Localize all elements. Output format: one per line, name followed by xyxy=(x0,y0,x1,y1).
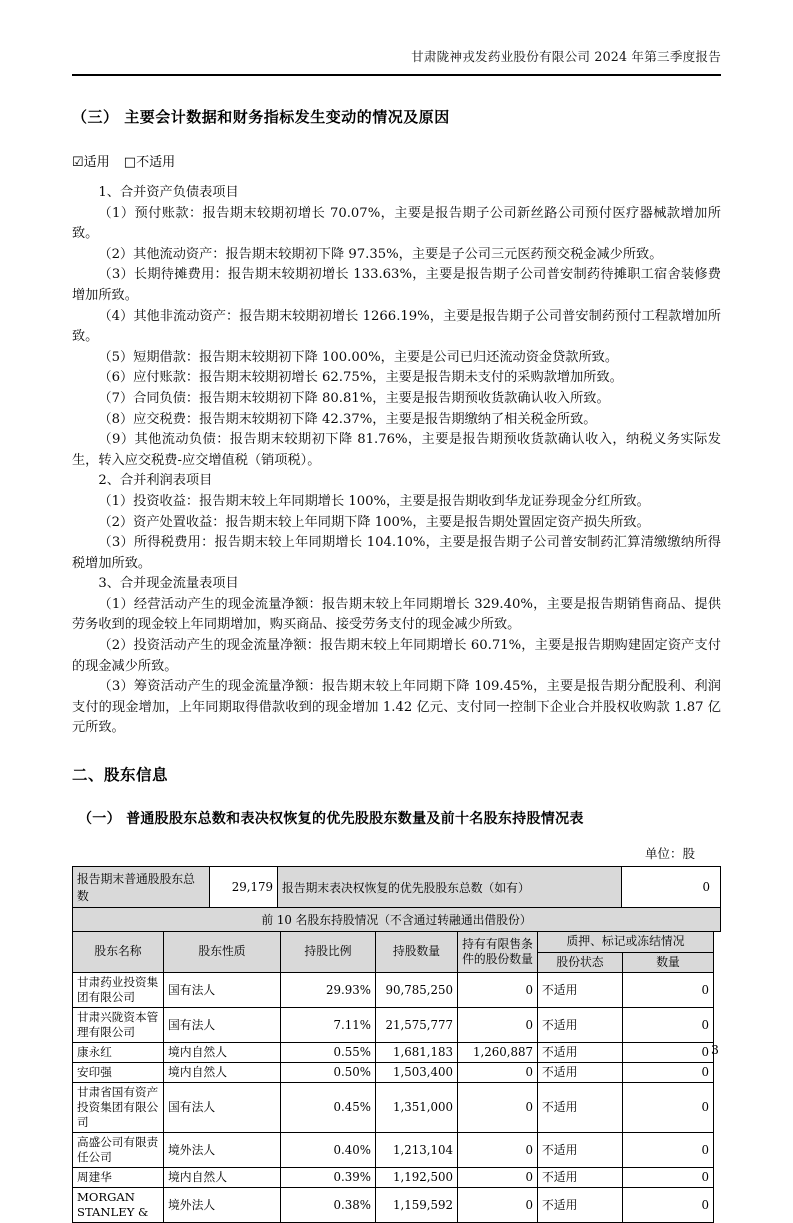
paragraph: （3）所得税费用：报告期末较上年同期增长 104.10%，主要是报告期子公司普安制药汇算清缴缴纳所得税增加所致。 xyxy=(72,535,721,571)
col-header-shares: 持股数量 xyxy=(376,932,458,973)
shareholder-name: 甘肃省国有资产投资集团有限公司 xyxy=(73,1083,164,1133)
shareholder-nature: 境外法人 xyxy=(164,1188,281,1223)
shareholder-name: 高盛公司有限责任公司 xyxy=(73,1133,164,1168)
paragraph: （2）其他流动资产：报告期末较期初下降 97.35%，主要是子公司三元医药预交税金减少所致。 xyxy=(98,246,663,262)
restricted-shares: 0 xyxy=(458,1133,538,1168)
shareholder-nature: 境外法人 xyxy=(164,1133,281,1168)
preferred-shareholder-count-label: 报告期末表决权恢复的优先股股东总数（如有） xyxy=(278,867,622,907)
holding-shares: 1,159,592 xyxy=(376,1188,458,1223)
restricted-shares: 0 xyxy=(458,1188,538,1223)
changes-paragraphs xyxy=(72,183,721,739)
shareholder-nature: 境内自然人 xyxy=(164,1063,281,1083)
table-row xyxy=(73,1063,714,1083)
top10-group-header: 前 10 名股东持股情况（不含通过转融通出借股份） xyxy=(72,908,721,932)
pledge-qty: 0 xyxy=(623,1168,714,1188)
pledge-status: 不适用 xyxy=(538,1008,623,1043)
shareholder-name: 康永红 xyxy=(73,1043,164,1063)
paragraph: 3、合并现金流量表项目 xyxy=(98,576,239,592)
restricted-shares: 0 xyxy=(458,1008,538,1043)
pledge-status: 不适用 xyxy=(538,1168,623,1188)
pledge-qty: 0 xyxy=(623,1063,714,1083)
paragraph: （3）筹资活动产生的现金流量净额：报告期末较上年同期下降 109.45%，主要是报告期分配股利、利润支付的现金增加，上年同期取得借款收到的现金增加 1.42 亿元、支付同一控制下企业合并股权收购款 1.87 亿元所致。 xyxy=(72,679,721,736)
table-row xyxy=(73,1043,714,1063)
col-header-restricted: 持有有限售条件的股份数量 xyxy=(458,932,538,973)
page-number: 3 xyxy=(711,1042,719,1057)
pledge-qty: 0 xyxy=(623,1083,714,1133)
pledge-qty: 0 xyxy=(623,973,714,1008)
holding-ratio: 0.50% xyxy=(281,1063,376,1083)
paragraph: （6）应付账款：报告期末较期初增长 62.75%，主要是报告期未支付的采购款增加所致。 xyxy=(98,370,623,386)
paragraph: （3）长期待摊费用：报告期末较期初增长 133.63%，主要是报告期子公司普安制药待摊职工宿舍装修费增加所致。 xyxy=(72,267,721,303)
table-row xyxy=(73,1188,714,1223)
shareholder-name: MORGAN STANLEY & xyxy=(73,1188,164,1223)
paragraph: （9）其他流动负债：报告期末较期初下降 81.76%，主要是报告期预收货款确认收入，纳税义务实际发生，转入应交税费-应交增值税（销项税）。 xyxy=(72,432,721,468)
summary-row xyxy=(72,866,721,908)
pledge-qty: 0 xyxy=(623,1043,714,1063)
pledge-status: 不适用 xyxy=(538,1188,623,1223)
section-heading-shareholders: 二、股东信息 xyxy=(72,765,169,785)
holding-shares: 21,575,777 xyxy=(376,1008,458,1043)
shareholder-name: 周建华 xyxy=(73,1168,164,1188)
unit-label: 单位：股 xyxy=(644,846,695,862)
paragraph: 1、合并资产负债表项目 xyxy=(98,185,239,200)
paragraph: （1）投资收益：报告期末较上年同期增长 100%，主要是报告期收到华龙证券现金分红所致。 xyxy=(98,493,650,509)
paragraph: （1）经营活动产生的现金流量净额：报告期末较上年同期增长 329.40%，主要是报告期销售商品、提供劳务收到的现金较上年同期增加，购买商品、接受劳务支付的现金减少所致。 xyxy=(72,596,721,633)
paragraph: 2、合并利润表项目 xyxy=(98,473,213,489)
col-header-ratio: 持股比例 xyxy=(281,932,376,973)
shareholder-nature: 国有法人 xyxy=(164,1083,281,1133)
table-row xyxy=(73,1133,714,1168)
shareholder-name: 安印强 xyxy=(73,1063,164,1083)
common-shareholder-count-label: 报告期末普通股股东总数 xyxy=(73,867,210,907)
holding-ratio: 29.93% xyxy=(281,973,376,1008)
shareholder-name: 甘肃药业投资集团有限公司 xyxy=(73,973,164,1008)
shareholder-nature: 国有法人 xyxy=(164,1008,281,1043)
holding-shares: 1,503,400 xyxy=(376,1063,458,1083)
header-rule xyxy=(72,74,721,76)
pledge-status: 不适用 xyxy=(538,1083,623,1133)
restricted-shares: 1,260,887 xyxy=(458,1043,538,1063)
table-row xyxy=(73,1008,714,1043)
holding-ratio: 0.38% xyxy=(281,1188,376,1223)
pledge-status: 不适用 xyxy=(538,1133,623,1168)
table-row xyxy=(73,1083,714,1133)
paragraph: （2）资产处置收益：报告期末较上年同期下降 100%，主要是报告期处置固定资产损失所致。 xyxy=(98,514,650,530)
restricted-shares: 0 xyxy=(458,1063,538,1083)
paragraph: （7）合同负债：报告期末较期初下降 80.81%，主要是报告期预收货款确认收入所致。 xyxy=(98,390,610,406)
holding-shares: 1,351,000 xyxy=(376,1083,458,1133)
common-shareholder-count-value: 29,179 xyxy=(210,867,278,907)
col-header-pledge-status: 股份状态 xyxy=(538,952,623,973)
holding-shares: 1,192,500 xyxy=(376,1168,458,1188)
pledge-qty: 0 xyxy=(623,1008,714,1043)
holding-ratio: 0.45% xyxy=(281,1083,376,1133)
shareholder-nature: 境内自然人 xyxy=(164,1168,281,1188)
holding-ratio: 0.40% xyxy=(281,1133,376,1168)
restricted-shares: 0 xyxy=(458,1083,538,1133)
paragraph: （8）应交税费：报告期末较期初下降 42.37%，主要是报告期缴纳了相关税金所致。 xyxy=(98,411,597,427)
holding-ratio: 0.55% xyxy=(281,1043,376,1063)
table-row xyxy=(73,973,714,1008)
shareholder-nature: 境内自然人 xyxy=(164,1043,281,1063)
holding-ratio: 0.39% xyxy=(281,1168,376,1188)
shareholder-nature: 国有法人 xyxy=(164,973,281,1008)
paragraph: （1）预付账款：报告期末较期初增长 70.07%，主要是报告期子公司新丝路公司预付医疗器械款增加所致。 xyxy=(72,205,721,242)
top10-holdings-table xyxy=(72,931,714,1223)
pledge-status: 不适用 xyxy=(538,973,623,1008)
col-header-name: 股东名称 xyxy=(73,932,164,973)
col-header-pledge-qty: 数量 xyxy=(623,952,714,973)
pledge-status: 不适用 xyxy=(538,1063,623,1083)
applicability-line xyxy=(72,151,721,170)
restricted-shares: 0 xyxy=(458,973,538,1008)
running-header: 甘肃陇神戎发药业股份有限公司 2024 年第三季度报告 xyxy=(411,49,721,64)
col-header-pledge-group: 质押、标记或冻结情况 xyxy=(538,932,714,953)
table-row xyxy=(73,1168,714,1188)
shareholder-table xyxy=(72,866,721,1223)
pledge-qty: 0 xyxy=(623,1188,714,1223)
section-heading-changes: （三） 主要会计数据和财务指标发生变动的情况及原因 xyxy=(72,108,450,126)
holding-shares: 1,681,183 xyxy=(376,1043,458,1063)
col-header-nature: 股东性质 xyxy=(164,932,281,973)
shareholder-name: 甘肃兴陇资本管理有限公司 xyxy=(73,1008,164,1043)
paragraph: （5）短期借款：报告期末较期初下降 100.00%，主要是公司已归还流动资金贷款所致。 xyxy=(98,349,619,365)
pledge-status: 不适用 xyxy=(538,1043,623,1063)
restricted-shares: 0 xyxy=(458,1168,538,1188)
pledge-qty: 0 xyxy=(623,1133,714,1168)
subsection-heading-top10: （一） 普通股股东总数和表决权恢复的优先股股东数量及前十名股东持股情况表 xyxy=(78,811,584,828)
checkbox-not-applicable: □不适用 xyxy=(123,155,176,170)
preferred-shareholder-count-value: 0 xyxy=(702,880,710,895)
checkbox-applicable-checked: ☑适用 xyxy=(72,155,110,170)
holding-shares: 1,213,104 xyxy=(376,1133,458,1168)
paragraph: （4）其他非流动资产：报告期末较期初增长 1266.19%，主要是报告期子公司普安制药预付工程款增加所致。 xyxy=(72,308,721,345)
holding-shares: 90,785,250 xyxy=(376,973,458,1008)
paragraph: （2）投资活动产生的现金流量净额：报告期末较上年同期增长 60.71%，主要是报告期购建固定资产支付的现金减少所致。 xyxy=(72,638,721,674)
holding-ratio: 7.11% xyxy=(281,1008,376,1043)
